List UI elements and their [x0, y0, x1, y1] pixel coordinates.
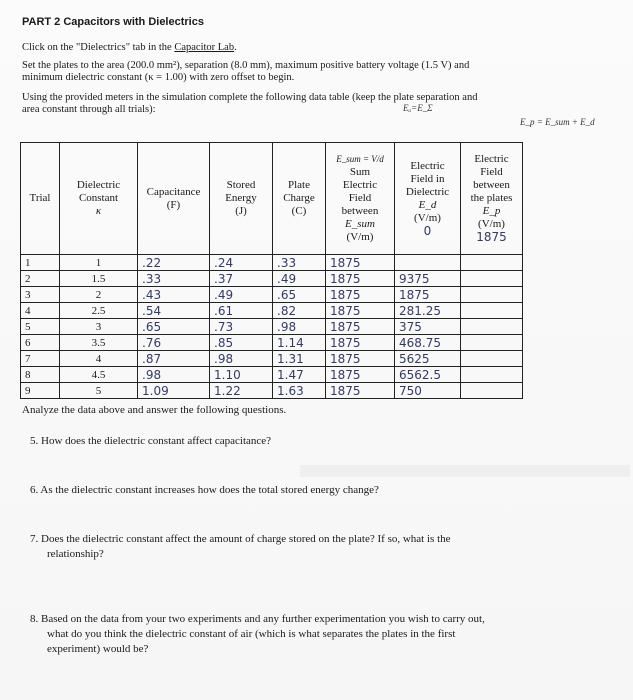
- cell-energy: .98: [210, 351, 273, 367]
- question-8: [30, 612, 485, 657]
- cell-trial: 2: [21, 271, 60, 287]
- header-charge-l2: Charge: [283, 192, 315, 204]
- header-capacitance-unit: (F): [166, 198, 181, 211]
- header-dielectric-field: [395, 143, 461, 255]
- header-efield-l3: Dielectric: [405, 185, 450, 198]
- header-eplates-l4: the plates: [470, 192, 513, 204]
- header-charge: [273, 143, 326, 255]
- part-title: PART 2 Capacitors with Dielectrics: [22, 16, 204, 28]
- header-dielectric-l2: Constant: [78, 192, 119, 204]
- cell-energy: .61: [210, 303, 273, 319]
- cell-charge: .65: [273, 287, 326, 303]
- header-eplates-symbol: E_p: [482, 205, 501, 217]
- table-row: [21, 383, 523, 399]
- table-row: [21, 367, 523, 383]
- cell-ep: [461, 319, 523, 335]
- cell-ep: [461, 287, 523, 303]
- cell-trial: 7: [21, 351, 60, 367]
- header-efield-symbol: E_d: [418, 198, 437, 211]
- table-row: [21, 303, 523, 319]
- cell-charge: 1.31: [273, 351, 326, 367]
- header-dielectric-symbol: κ: [95, 205, 102, 217]
- header-sum-l1: Sum: [349, 166, 371, 178]
- instruction-setup-line1: Set the plates to the area (200.0 mm²), separation (8.0 mm), maximum positive battery voltage (1.5 V) and: [22, 60, 470, 71]
- cell-ep: [461, 335, 523, 351]
- cell-trial: 8: [21, 367, 60, 383]
- cell-charge: 1.47: [273, 367, 326, 383]
- table-row: [21, 319, 523, 335]
- instruction-text: Click on the "Dielectrics" tab in the: [22, 42, 175, 53]
- cell-cap: .65: [138, 319, 210, 335]
- cell-cap: .54: [138, 303, 210, 319]
- header-sum-formula: E_sum = V/d: [336, 154, 384, 164]
- header-charge-l1: Plate: [288, 179, 310, 191]
- header-dielectric: [60, 143, 138, 255]
- header-capacitance-l1: Capacitance: [146, 185, 201, 198]
- question-5: 5. How does the dielectric constant affect capacitance?: [30, 435, 272, 447]
- table-row: [21, 271, 523, 287]
- cell-ed: 6562.5: [395, 367, 461, 383]
- header-sum-l3: Field: [348, 192, 372, 204]
- cell-sum: 1875: [326, 351, 395, 367]
- faint-scan-strip: [300, 465, 630, 477]
- question-7-line2: relationship?: [47, 548, 104, 560]
- cell-cap: .33: [138, 271, 210, 287]
- cell-sum: 1875: [326, 383, 395, 399]
- instruction-table-line2: area constant through all trials):: [22, 104, 156, 115]
- header-eplates-l3: between: [473, 179, 510, 191]
- cell-ep: [461, 383, 523, 399]
- cell-sum: 1875: [326, 367, 395, 383]
- header-efield-l1: Electric: [410, 159, 445, 172]
- cell-energy: .49: [210, 287, 273, 303]
- header-energy: [210, 143, 273, 255]
- cell-energy: .85: [210, 335, 273, 351]
- cell-charge: .33: [273, 255, 326, 271]
- cell-energy: 1.22: [210, 383, 273, 399]
- cell-ed: 9375: [395, 271, 461, 287]
- cell-sum: 1875: [326, 303, 395, 319]
- cell-ep: [461, 255, 523, 271]
- header-dielectric-l1: Dielectric: [76, 179, 121, 191]
- data-table: [20, 142, 523, 399]
- header-trial: Trial: [21, 143, 60, 255]
- cell-ep: [461, 367, 523, 383]
- cell-ed: 281.25: [395, 303, 461, 319]
- cell-ed: 468.75: [395, 335, 461, 351]
- instruction-table-line1: Using the provided meters in the simulation complete the following data table (keep the plate separation and: [22, 92, 478, 103]
- question-8-line1: 8. Based on the data from your two experiments and any further experimentation you wish to carry out,: [30, 613, 485, 625]
- header-energy-l1: Stored: [226, 179, 256, 191]
- cell-energy: .24: [210, 255, 273, 271]
- cell-sum: 1875: [326, 335, 395, 351]
- header-sum-unit: (V/m): [346, 231, 374, 243]
- cell-ed: 1875: [395, 287, 461, 303]
- capacitor-lab-link[interactable]: Capacitor Lab: [174, 42, 235, 53]
- question-8-line2: what do you think the dielectric constant of air (which is what separates the plates in the first: [47, 628, 456, 640]
- instruction-period: .: [234, 42, 237, 53]
- cell-cap: .43: [138, 287, 210, 303]
- handwritten-equation-note: Eₐ=E_Σ: [403, 103, 433, 113]
- header-energy-l2: Energy: [225, 192, 257, 204]
- header-sum-l2: Electric: [342, 179, 378, 191]
- cell-ed: [395, 255, 461, 271]
- header-plates-field: [461, 143, 523, 255]
- table-body: [21, 255, 523, 399]
- cell-k: 2.5: [60, 303, 138, 319]
- cell-k: 1: [60, 255, 138, 271]
- cell-energy: .37: [210, 271, 273, 287]
- cell-k: 4: [60, 351, 138, 367]
- cell-k: 3: [60, 319, 138, 335]
- cell-sum: 1875: [326, 319, 395, 335]
- cell-ed: 750: [395, 383, 461, 399]
- cell-charge: 1.63: [273, 383, 326, 399]
- header-eplates-l1: Electric: [474, 153, 509, 165]
- question-7: [30, 532, 451, 562]
- cell-sum: 1875: [326, 255, 395, 271]
- cell-k: 5: [60, 383, 138, 399]
- handwritten-eplates-value: 1875: [476, 230, 507, 244]
- header-row: [21, 143, 523, 255]
- header-capacitance: [138, 143, 210, 255]
- cell-charge: .98: [273, 319, 326, 335]
- table-row: [21, 255, 523, 271]
- cell-k: 2: [60, 287, 138, 303]
- header-sum-l4: between: [341, 205, 379, 217]
- header-eplates-l2: Field: [480, 166, 503, 178]
- question-8-line3: experiment) would be?: [47, 643, 149, 655]
- header-efield-l2: Field in: [410, 172, 445, 185]
- instruction-tab: [22, 42, 237, 54]
- cell-trial: 6: [21, 335, 60, 351]
- cell-sum: 1875: [326, 287, 395, 303]
- table-row: [21, 287, 523, 303]
- header-sum-symbol: E_sum: [345, 218, 375, 230]
- instruction-setup-line2: minimum dielectric constant (κ = 1.00) with zero offset to begin.: [22, 72, 295, 83]
- table-row: [21, 351, 523, 367]
- cell-ep: [461, 351, 523, 367]
- cell-trial: 3: [21, 287, 60, 303]
- header-energy-unit: (J): [235, 205, 247, 217]
- handwritten-efield-value: 0: [423, 223, 432, 238]
- cell-cap: .87: [138, 351, 210, 367]
- header-efield-unit: (V/m): [414, 211, 441, 224]
- cell-ep: [461, 303, 523, 319]
- cell-trial: 5: [21, 319, 60, 335]
- cell-charge: .49: [273, 271, 326, 287]
- cell-energy: .73: [210, 319, 273, 335]
- cell-charge: 1.14: [273, 335, 326, 351]
- header-charge-unit: (C): [291, 205, 307, 217]
- question-6: 6. As the dielectric constant increases how does the total stored energy change?: [30, 484, 379, 496]
- analyze-instruction: Analyze the data above and answer the following questions.: [22, 404, 287, 416]
- cell-k: 1.5: [60, 271, 138, 287]
- cell-charge: .82: [273, 303, 326, 319]
- cell-trial: 4: [21, 303, 60, 319]
- cell-cap: .22: [138, 255, 210, 271]
- cell-cap: .76: [138, 335, 210, 351]
- cell-ep: [461, 271, 523, 287]
- cell-trial: 1: [21, 255, 60, 271]
- cell-ed: 5625: [395, 351, 461, 367]
- header-eplates-unit: (V/m): [478, 218, 505, 230]
- cell-trial: 9: [21, 383, 60, 399]
- cell-sum: 1875: [326, 271, 395, 287]
- ep-equation-note: E_p = E_sum + E_d: [520, 117, 595, 127]
- table-row: [21, 335, 523, 351]
- cell-energy: 1.10: [210, 367, 273, 383]
- cell-k: 4.5: [60, 367, 138, 383]
- question-7-line1: 7. Does the dielectric constant affect the amount of charge stored on the plate? If so, what is the: [30, 533, 451, 545]
- cell-ed: 375: [395, 319, 461, 335]
- cell-cap: .98: [138, 367, 210, 383]
- cell-cap: 1.09: [138, 383, 210, 399]
- cell-k: 3.5: [60, 335, 138, 351]
- header-sum-field: [326, 143, 395, 255]
